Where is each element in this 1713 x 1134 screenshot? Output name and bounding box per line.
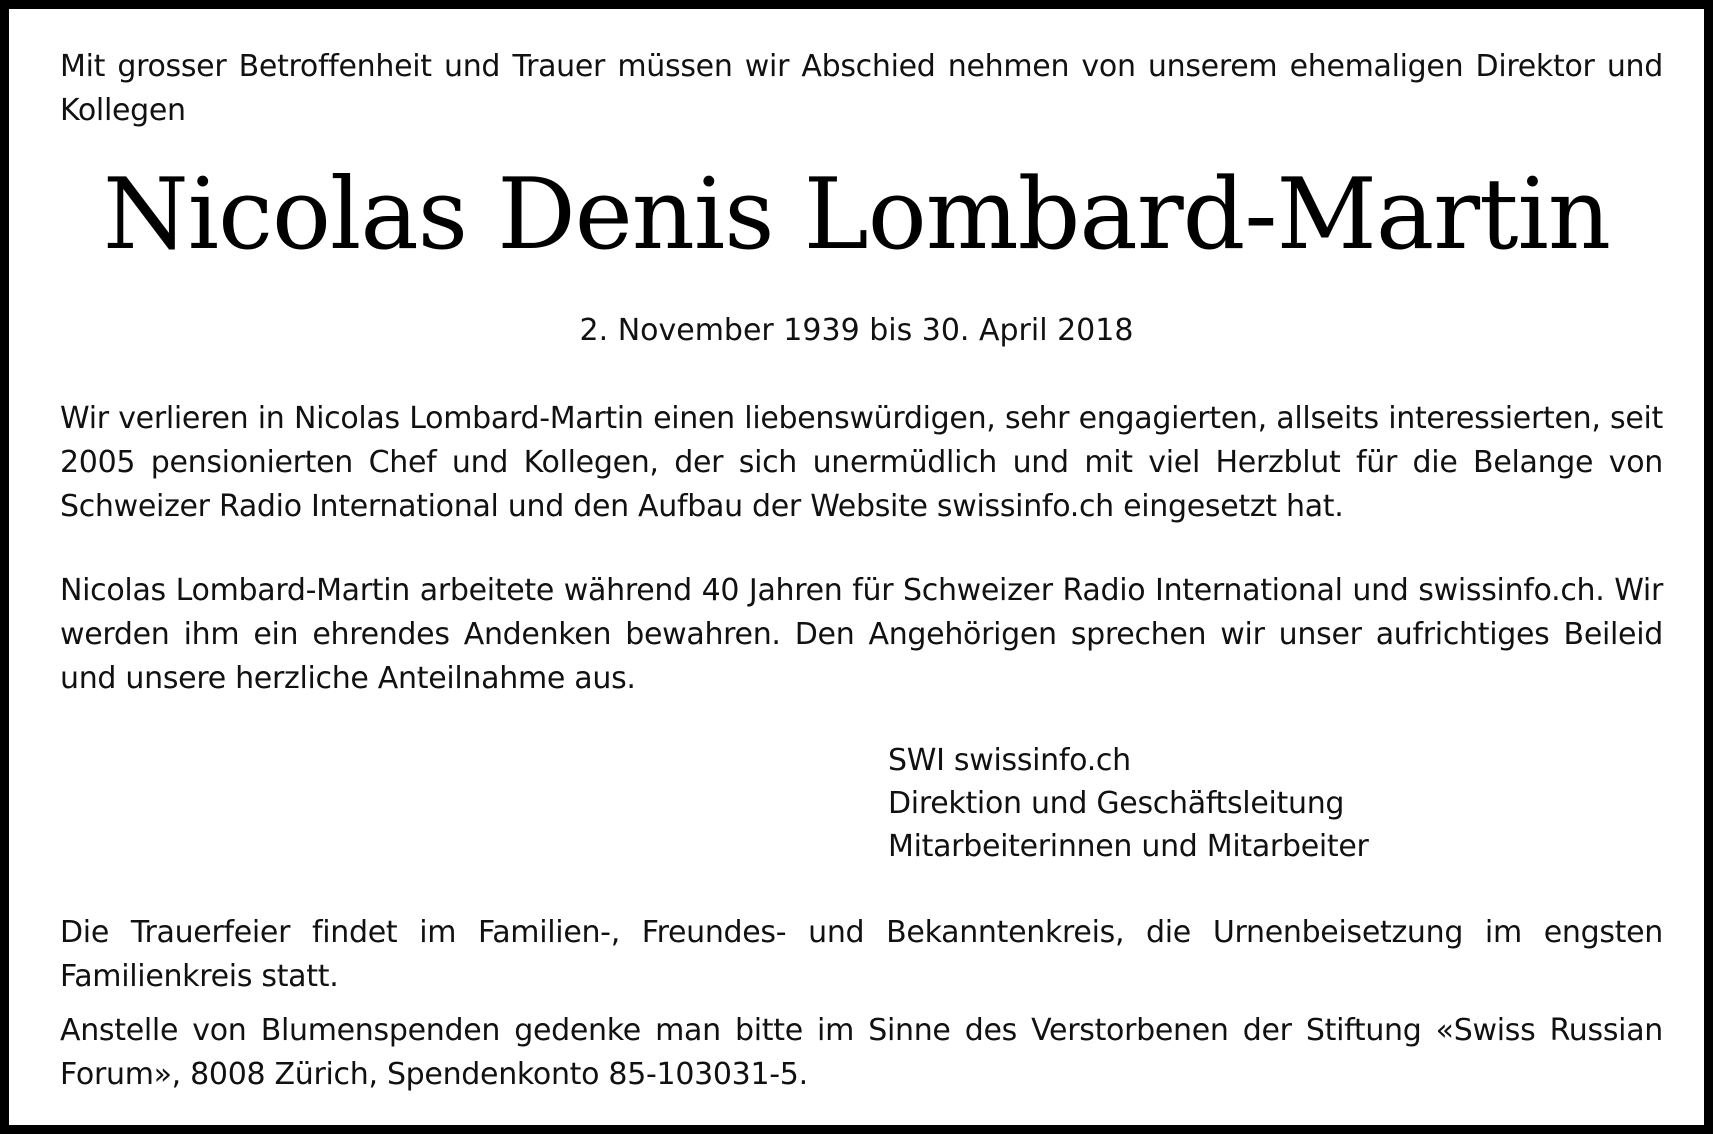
signature-staff: Mitarbeiterinnen und Mitarbeiter <box>888 829 1369 864</box>
signature-organization: SWI swissinfo.ch <box>888 743 1131 778</box>
life-dates: 2. November 1939 bis 30. April 2018 <box>579 313 1134 348</box>
donation-notice: Anstelle von Blumenspenden gedenke man bitte im Sinne des Verstorbenen der Stiftung «Swiss Russian Forum», 8008 Zürich, Spendenkonto 85-103031-5. <box>60 1013 1663 1092</box>
signature-management: Direktion und Geschäftsleitung <box>888 786 1345 821</box>
tribute-paragraph: Wir verlieren in Nicolas Lombard-Martin einen liebenswürdigen, sehr engagierten, allseits interessierten, seit 2005 pensionierten Chef und Kollegen, der sich unermüdlich und mit viel Herzblut für die Belange von Schweizer Radio International und den Aufbau der Website swissinfo.ch eingesetzt hat. <box>60 401 1663 524</box>
deceased-name: Nicolas Denis Lombard-Martin <box>103 158 1610 272</box>
career-paragraph: Nicolas Lombard-Martin arbeitete während 40 Jahren für Schweizer Radio International und swissinfo.ch. Wir werden ihm ein ehrendes Andenken bewahren. Den Angehörigen sprechen wir unser aufrichtiges Beileid und unsere herzliche Anteilnahme aus. <box>60 573 1663 696</box>
ceremony-notice: Die Trauerfeier findet im Familien-, Freundes- und Bekanntenkreis, die Urnenbeisetzung im engsten Familienkreis statt. <box>60 915 1663 994</box>
intro-text: Mit grosser Betroffenheit und Trauer müssen wir Abschied nehmen von unserem ehemaligen Direktor und Kollegen <box>60 49 1663 128</box>
signature-block <box>888 739 1369 868</box>
